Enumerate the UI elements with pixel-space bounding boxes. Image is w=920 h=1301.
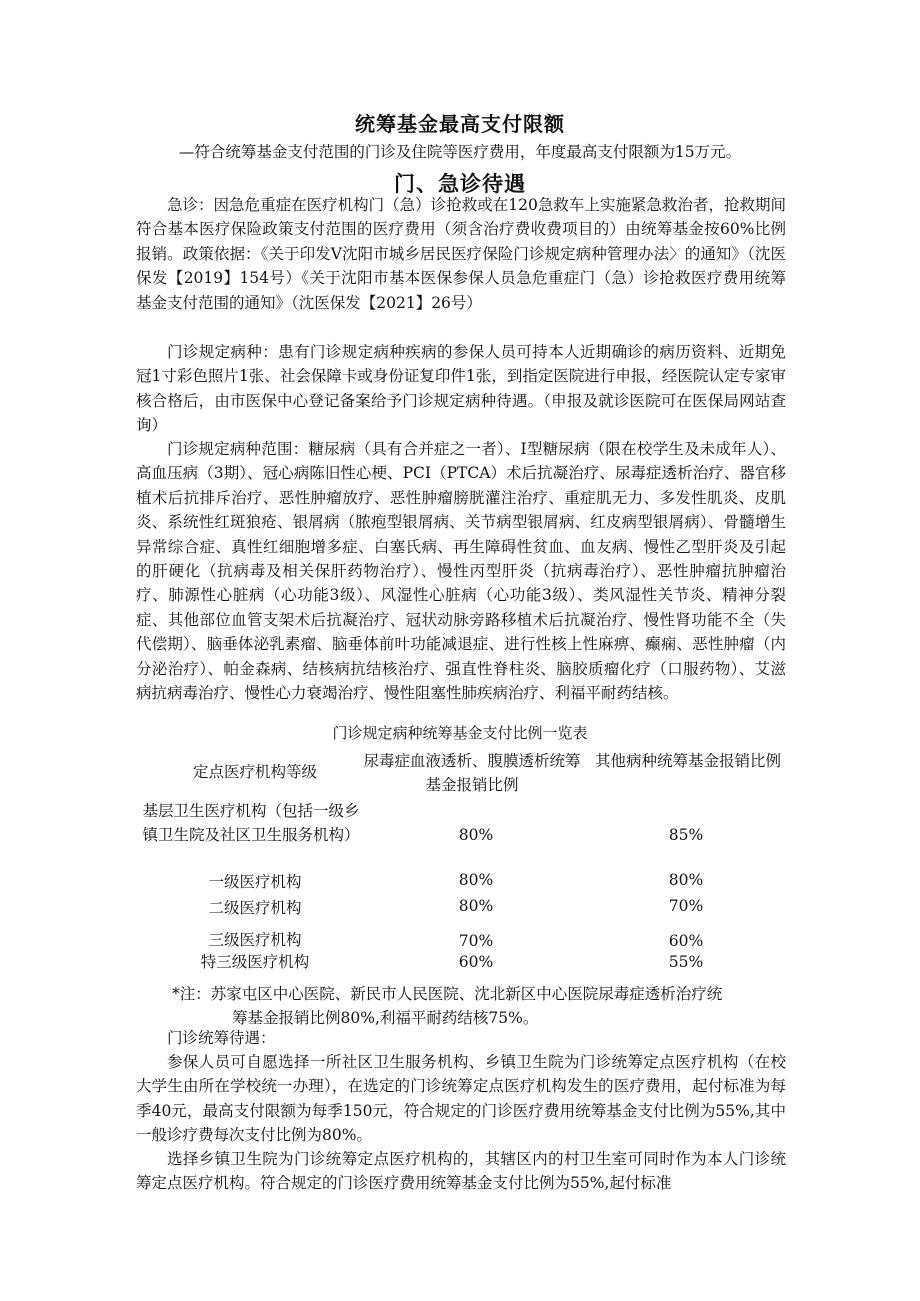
table-cell-other: 80% (668, 871, 704, 889)
page-title: 统筹基金最高支付限额 (355, 112, 565, 136)
table-cell-level: 二级医疗机构 (208, 899, 302, 917)
table-cell-dialysis: 80% (458, 897, 494, 915)
disease-scope-paragraph: 门诊规定病种范围：糖尿病（具有合并症之一者）、Ⅰ型糖尿病（限在校学生及未成年人）、高血压病（3期）、冠心病陈旧性心梗、PCI（PTCA）术后抗凝治疗、尿毒症透析治疗、器官移植术后抗排斥治疗、恶性肿瘤放疗、恶性肿瘤膀胱灌注治疗、重症肌无力、多发性肌炎、皮肌炎、系统性红斑狼疮、银屑病（脓疱型银屑病、关节病型银屑病、红皮病型银屑病）、骨髓增生异常综合症、真性红细胞增多症、白塞氏病、再生障碍性贫血、血友病、慢性乙型肝炎及引起的肝硬化（抗病毒及相关保肝药物治疗）、慢性丙型肝炎（抗病毒治疗）、恶性肿瘤抗肿瘤治疗、肺源性心脏病（心功能3级）、风湿性心脏病（心功能3级）、类风湿性关节炎、精神分裂症、其他部位血管支架术后抗凝治疗、冠状动脉旁路移植术后抗凝治疗、慢性肾功能不全（失代偿期）、脑垂体泌乳素瘤、脑垂体前叶功能减退症、进行性核上性麻痹、癫痫、恶性肿瘤（内分泌治疗）、帕金森病、结核病抗结核治疗、强直性脊柱炎、脑胶质瘤化疗（口服药物）、艾滋病抗病毒治疗、慢性心力衰竭治疗、慢性阻塞性肺疾病治疗、利福平耐药结核。 (136, 440, 786, 703)
table-cell-other: 55% (668, 953, 704, 971)
table-cell-dialysis: 80% (458, 826, 494, 844)
table-cell-dialysis: 80% (458, 871, 494, 889)
table-header-dialysis: 尿毒症血液透析、腹膜透析统筹基金报销比例 (363, 752, 581, 794)
table-header-other: 其他病种统筹基金报销比例 (594, 752, 781, 770)
table-cell-other: 85% (668, 826, 704, 844)
table-caption: 门诊规定病种统筹基金支付比例一览表 (332, 724, 588, 742)
pooled-benefit-title: 门诊统筹待遇： (167, 1029, 276, 1047)
pooled-benefit-paragraph-1: 参保人员可自愿选择一所社区卫生服务机构、乡镇卫生院为门诊统筹定点医疗机构（在校大学生由所在学校统一办理），在选定的门诊统筹定点医疗机构发生的医疗费用，起付标准为每季40元，最高支付限额为每季150元，符合规定的门诊医疗费用统筹基金支付比例为55%,其中一般诊疗费每次支付比例为80%。 (136, 1053, 786, 1145)
payment-limit-line: —符合统筹基金支付范围的门诊及住院等医疗费用，年度最高支付限额为15万元。 (178, 143, 742, 161)
section-title: 门、急诊待遇 (394, 172, 526, 196)
pooled-benefit-paragraph-2: 选择乡镇卫生院为门诊统筹定点医疗机构的，其辖区内的村卫生室可同时作为本人门诊统筹定点医疗机构。符合规定的门诊医疗费用统筹基金支付比例为55%,起付标准 (136, 1150, 786, 1193)
emergency-paragraph: 急诊：因急危重症在医疗机构门（急）诊抢救或在120急救车上实施紧急救治者，抢救期间符合基本医疗保险政策支付范围的医疗费用（须含治疗费收费项目的）由统筹基金按60%比例报销。政策依据：《关于印发Ⅴ沈阳市城乡居民医疗保险门诊规定病种管理办法〉的通知》（沈医保发【2019】154号）《关于沈阳市基本医保参保人员急危重症门（急）诊抢救医疗费用统筹基金支付范围的通知》（沈医保发【2021】26号） (136, 196, 786, 312)
outpatient-specified-paragraph: 门诊规定病种：患有门诊规定病种疾病的参保人员可持本人近期确诊的病历资料、近期免冠1寸彩色照片1张、社会保障卡或身份证复印件1张，到指定医院进行申报，经医院认定专家审核合格后，由市医保中心登记备案给予门诊规定病种待遇。（申报及就诊医院可在医保局网站查询） (136, 343, 786, 435)
table-cell-level: 一级医疗机构 (208, 873, 302, 891)
table-cell-level: 基层卫生医疗机构（包括一级乡镇卫生院及社区卫生服务机构） (142, 802, 360, 844)
table-header-level: 定点医疗机构等级 (192, 763, 317, 781)
table-cell-dialysis: 60% (458, 953, 494, 971)
footnote-line-1: *注：苏家屯区中心医院、新民市人民医院、沈北新区中心医院尿毒症透析治疗统 (172, 985, 723, 1003)
footnote-line-2: 筹基金报销比例80%,利福平耐药结核75%。 (232, 1009, 539, 1027)
table-cell-level: 三级医疗机构 (208, 931, 302, 949)
table-cell-level: 特三级医疗机构 (200, 953, 310, 971)
table-cell-other: 70% (668, 897, 704, 915)
table-footnote (172, 982, 792, 1030)
table-cell-dialysis: 70% (458, 932, 494, 950)
table-cell-other: 60% (668, 932, 704, 950)
